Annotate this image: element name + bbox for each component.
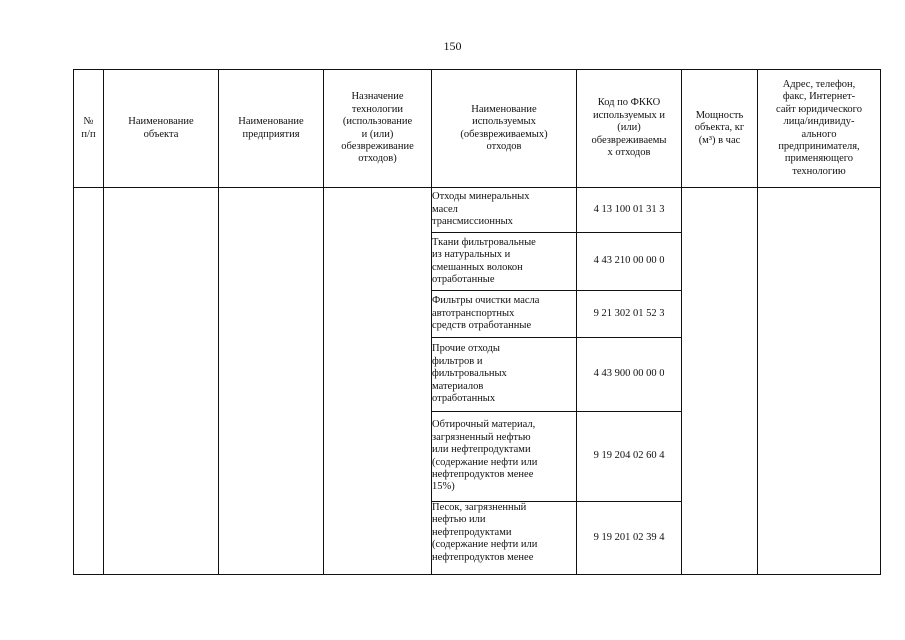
waste-code-cell: 9 21 302 01 52 3 [577, 291, 682, 338]
header-capacity: Мощность объекта, кг (м³) в час [682, 70, 758, 188]
object-name-cell [104, 188, 219, 575]
waste-name-cell: Фильтры очистки масла автотранспортных средств отработанные [432, 291, 577, 338]
header-fkko-code: Код по ФККО используемых и (или) обезвреживаемы х отходов [577, 70, 682, 188]
waste-name-cell: Ткани фильтровальные из натуральных и смешанных волокон отработанные [432, 233, 577, 291]
waste-code-cell: 4 43 210 00 00 0 [577, 233, 682, 291]
number-cell [74, 188, 104, 575]
waste-name-cell: Песок, загрязненный нефтью или нефтепродуктами (содержание нефти или нефтепродуктов менее [432, 502, 577, 575]
waste-name-cell: Обтирочный материал, загрязненный нефтью или нефтепродуктами (содержание нефти или нефтепродуктов менее 15%) [432, 412, 577, 502]
header-waste-name: Наименование используемых (обезвреживаемых) отходов [432, 70, 577, 188]
table-row [74, 188, 881, 233]
technology-purpose-cell [324, 188, 432, 575]
waste-technology-table [73, 69, 881, 575]
header-contact-address: Адрес, телефон, факс, Интернет- сайт юридического лица/индивиду- ального предпринимателя, применяющего технологию [758, 70, 881, 188]
waste-name-cell: Отходы минеральных масел трансмиссионных [432, 188, 577, 233]
header-object-name: Наименование объекта [104, 70, 219, 188]
table-header-row [74, 70, 881, 188]
header-enterprise-name: Наименование предприятия [219, 70, 324, 188]
header-technology-purpose: Назначение технологии (использование и (или) обезвреживание отходов) [324, 70, 432, 188]
waste-code-cell: 4 43 900 00 00 0 [577, 338, 682, 412]
header-number: № п/п [74, 70, 104, 188]
waste-code-cell: 9 19 204 02 60 4 [577, 412, 682, 502]
capacity-cell [682, 188, 758, 575]
contact-address-cell [758, 188, 881, 575]
page-number: 150 [443, 39, 462, 53]
waste-name-cell: Прочие отходы фильтров и фильтровальных материалов отработанных [432, 338, 577, 412]
enterprise-name-cell [219, 188, 324, 575]
waste-code-cell: 4 13 100 01 31 3 [577, 188, 682, 233]
waste-code-cell: 9 19 201 02 39 4 [577, 502, 682, 575]
